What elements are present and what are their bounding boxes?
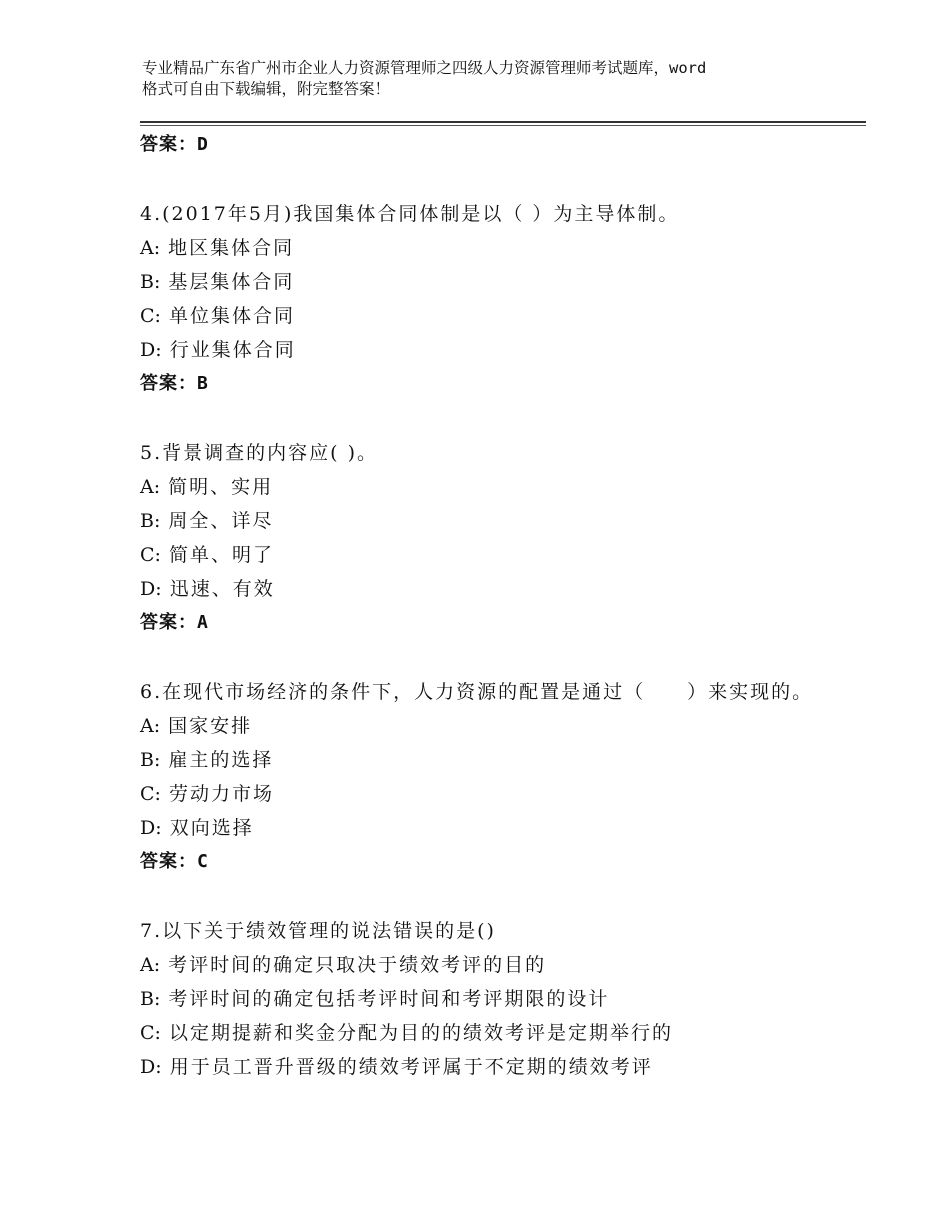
answer-line bbox=[140, 367, 820, 401]
option-letter: B: bbox=[140, 749, 161, 771]
header-line-1: 专业精品广东省广州市企业人力资源管理师之四级人力资源管理师考试题库，word bbox=[142, 59, 707, 77]
option-b bbox=[140, 504, 820, 538]
option-letter: B: bbox=[140, 510, 161, 532]
option-letter: D: bbox=[140, 817, 162, 839]
answer-label: 答案： bbox=[140, 134, 197, 155]
option-text: 地区集体合同 bbox=[168, 237, 295, 259]
option-text: 基层集体合同 bbox=[168, 271, 295, 293]
answer-line bbox=[140, 128, 820, 162]
question-5 bbox=[140, 436, 820, 640]
answer-value: B bbox=[197, 373, 209, 394]
question-text: 4.(2017年5月)我国集体合同体制是以（ ）为主导体制。 bbox=[140, 203, 680, 225]
question-text: 6.在现代市场经济的条件下，人力资源的配置是通过（ ）来实现的。 bbox=[140, 681, 814, 703]
document-header bbox=[142, 58, 832, 100]
option-text: 雇主的选择 bbox=[168, 749, 274, 771]
question-6 bbox=[140, 675, 820, 879]
option-letter: D: bbox=[140, 1056, 162, 1078]
option-a bbox=[140, 231, 820, 265]
option-b bbox=[140, 265, 820, 299]
option-text: 行业集体合同 bbox=[169, 339, 296, 361]
option-d bbox=[140, 811, 820, 845]
option-letter: C: bbox=[140, 544, 161, 566]
question-4 bbox=[140, 197, 820, 401]
option-text: 双向选择 bbox=[169, 817, 254, 839]
option-letter: A: bbox=[140, 715, 161, 737]
header-divider-thick bbox=[140, 121, 866, 123]
option-a bbox=[140, 709, 820, 743]
header-line-2: 格式可自由下载编辑，附完整答案！ bbox=[142, 80, 391, 98]
option-d bbox=[140, 572, 820, 606]
option-letter: B: bbox=[140, 988, 161, 1010]
option-letter: B: bbox=[140, 271, 161, 293]
option-b bbox=[140, 743, 820, 777]
answer-value: C bbox=[197, 851, 209, 872]
option-text: 以定期提薪和奖金分配为目的的绩效考评是定期举行的 bbox=[169, 1022, 674, 1044]
option-text: 迅速、有效 bbox=[169, 578, 275, 600]
option-c bbox=[140, 1016, 820, 1050]
option-text: 简明、实用 bbox=[168, 476, 274, 498]
answer-value: D bbox=[197, 134, 209, 155]
answer-line bbox=[140, 606, 820, 640]
question-list bbox=[140, 128, 820, 1084]
option-text: 国家安排 bbox=[168, 715, 253, 737]
option-text: 劳动力市场 bbox=[169, 783, 275, 805]
option-letter: D: bbox=[140, 339, 162, 361]
option-c bbox=[140, 299, 820, 333]
option-letter: A: bbox=[140, 237, 161, 259]
option-b bbox=[140, 982, 820, 1016]
option-d bbox=[140, 333, 820, 367]
option-c bbox=[140, 538, 820, 572]
option-a bbox=[140, 470, 820, 504]
option-text: 用于员工晋升晋级的绩效考评属于不定期的绩效考评 bbox=[169, 1056, 653, 1078]
question-text: 5.背景调查的内容应( )。 bbox=[140, 442, 378, 464]
option-c bbox=[140, 777, 820, 811]
question-7 bbox=[140, 914, 820, 1084]
answer-label: 答案： bbox=[140, 612, 197, 633]
answer-value: A bbox=[197, 612, 209, 633]
option-letter: C: bbox=[140, 305, 161, 327]
option-text: 周全、详尽 bbox=[168, 510, 274, 532]
option-text: 考评时间的确定只取决于绩效考评的目的 bbox=[168, 954, 547, 976]
option-letter: D: bbox=[140, 578, 162, 600]
answer-line bbox=[140, 845, 820, 879]
option-d bbox=[140, 1050, 820, 1084]
option-letter: C: bbox=[140, 1022, 161, 1044]
question-text: 7.以下关于绩效管理的说法错误的是() bbox=[140, 920, 496, 942]
option-text: 单位集体合同 bbox=[169, 305, 296, 327]
option-text: 考评时间的确定包括考评时间和考评期限的设计 bbox=[168, 988, 610, 1010]
option-text: 简单、明了 bbox=[169, 544, 275, 566]
header-divider-thin bbox=[140, 125, 866, 126]
option-letter: A: bbox=[140, 954, 161, 976]
option-letter: C: bbox=[140, 783, 161, 805]
option-letter: A: bbox=[140, 476, 161, 498]
option-a bbox=[140, 948, 820, 982]
answer-label: 答案： bbox=[140, 373, 197, 394]
answer-label: 答案： bbox=[140, 851, 197, 872]
